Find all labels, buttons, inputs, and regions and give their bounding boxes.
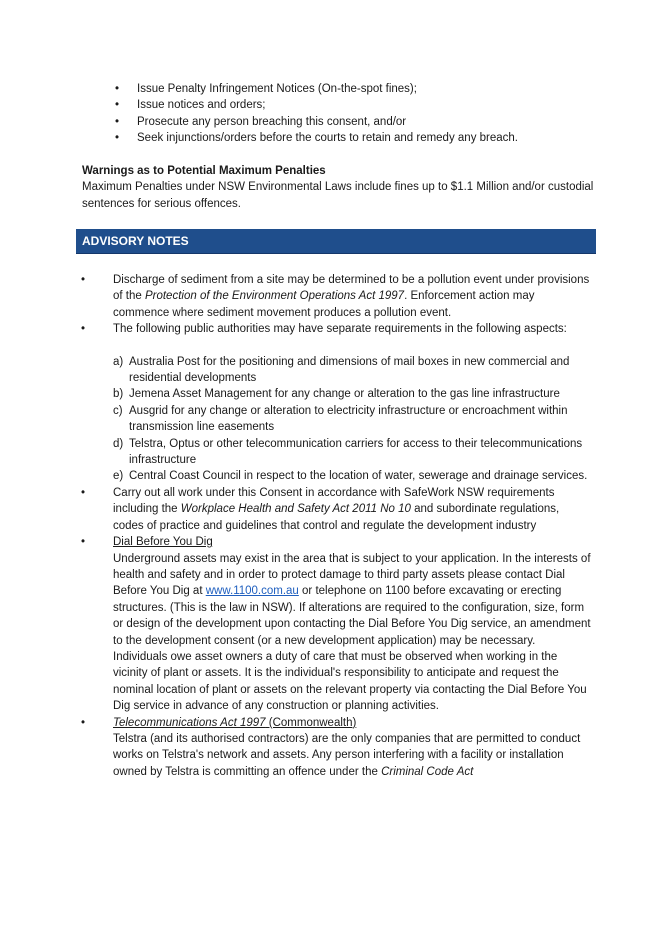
note-text: Discharge of sediment from a site may be determined to be a pollution event under provisions of the xyxy=(113,274,590,303)
item-marker: c) xyxy=(113,404,123,417)
note-authorities xyxy=(81,321,591,485)
item-marker: e) xyxy=(113,470,124,483)
advisory-notes-banner: ADVISORY NOTES xyxy=(76,229,596,254)
item-text: Jemena Asset Management for any change or alteration to the gas line infrastructure xyxy=(129,388,560,401)
warnings-section xyxy=(82,163,602,212)
item-text: Central Coast Council in respect to the location of water, sewerage and drainage services. xyxy=(129,470,588,483)
note-text: The following public authorities may have separate requirements in the following aspects: xyxy=(113,323,567,336)
list-item: • Seek injunctions/orders before the courts to retain and remedy any breach. xyxy=(115,130,615,146)
list-item xyxy=(113,354,591,387)
note-text: Underground assets may exist in the area that is subject to your application. In the interests of health and safety and in order to protect damage to third party assets please contact Dial Before You Dig at xyxy=(113,552,591,598)
item-text: Telstra, Optus or other telecommunication carriers for access to their telecommunications infrastructure xyxy=(129,437,583,467)
list-item: • Issue notices and orders; xyxy=(115,97,615,113)
list-item: • Issue Penalty Infringement Notices (On-the-spot fines); xyxy=(115,81,615,97)
enforcement-actions-list xyxy=(115,81,615,147)
note-heading: • Dial Before You Dig xyxy=(113,536,213,549)
warnings-heading: Warnings as to Potential Maximum Penalties xyxy=(82,165,326,177)
item-text: Ausgrid for any change or alteration to electricity infrastructure or encroachment within transmission line easements xyxy=(129,404,568,434)
note-text: Telstra (and its authorised contractors) are the only companies that are permitted to conduct works on Telstra's network and assets. Any person interfering with a facility or installation owned by Telstra is committing an offence under the xyxy=(113,732,581,778)
item-marker: d) xyxy=(113,437,124,450)
item-text: Australia Post for the positioning and dimensions of mail boxes in new commercial and residential developments xyxy=(129,355,570,385)
dbyd-link[interactable]: www.1100.com.au xyxy=(205,585,299,598)
warnings-text: Maximum Penalties under NSW Environmental Laws include fines up to $1.1 Million and/or custodial sentences for serious offences. xyxy=(82,181,594,210)
act-name: Criminal Code Act xyxy=(381,765,474,778)
authorities-list xyxy=(113,354,591,485)
list-item: • Prosecute any person breaching this consent, and/or xyxy=(115,114,615,130)
note-telecommunications xyxy=(81,715,591,781)
item-marker: b) xyxy=(113,388,124,401)
heading-suffix: (Commonwealth) xyxy=(265,716,357,729)
note-heading xyxy=(113,715,591,731)
note-text: and subordinate regulations, codes of practice and guidelines that control and regulate the development industry xyxy=(113,503,560,532)
note-text: Carry out all work under this Consent in accordance with SafeWork NSW requirements including the xyxy=(113,486,555,516)
list-item xyxy=(113,386,591,402)
list-item xyxy=(113,436,591,469)
note-text: or telephone on 1100 before excavating or erecting structures. (This is the law in NSW). If alterations are required to the configuration, size, form or design of the development upon contacting the Dial Before You Dig service, an amendment to the development consent (or a new development application) may be necessary. Individuals owe asset owners a duty of care that must be observed when working in the vicinity of plant or assets. It is the individual's responsibility to anticipate and request the nominal location of plant or assets on the relevant property via contacting the Dial Before You Dig service in advance of any construction or planning activities. xyxy=(113,585,591,713)
list-item xyxy=(113,403,591,436)
act-name: Protection of the Environment Operations Act 1997 xyxy=(144,290,405,303)
note-text: . Enforcement action may commence where sediment movement produces a pollution event. xyxy=(113,290,535,319)
note-safework xyxy=(81,485,591,534)
list-item xyxy=(113,468,591,484)
act-name: Workplace Health and Safety Act 2011 No 10 xyxy=(180,503,411,516)
note-sediment xyxy=(81,272,591,321)
advisory-notes-list xyxy=(81,272,591,780)
act-name: Telecommunications Act 1997 xyxy=(113,716,266,729)
item-marker: a) xyxy=(113,355,124,368)
note-dial-before-you-dig xyxy=(81,534,591,714)
